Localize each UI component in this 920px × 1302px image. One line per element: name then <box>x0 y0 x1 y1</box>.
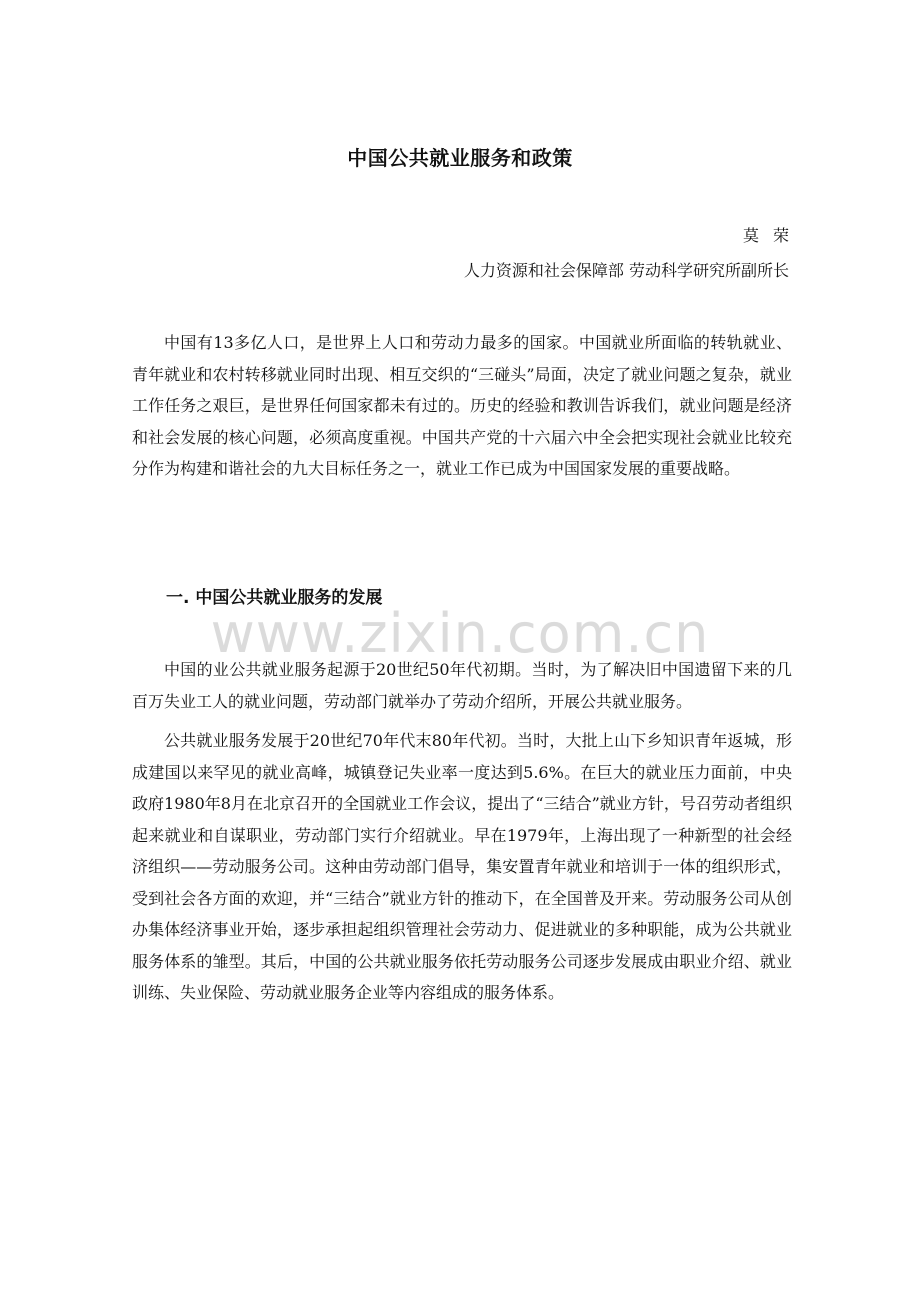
body-paragraph: 公共就业服务发展于20世纪70年代末80年代初。当时，大批上山下乡知识青年返城，形成建国以来罕见的就业高峰，城镇登记失业率一度达到5.6%。在巨大的就业压力面前，中央政府1980年8月在北京召开的全国就业工作会议，提出了“三结合”就业方针，号召劳动者组织起来就业和自谋职业，劳动部门实行介绍就业。早在1979年，上海出现了一种新型的社会经济组织——劳动服务公司。这种由劳动部门倡导，集安置青年就业和培训于一体的组织形式，受到社会各方面的欢迎，并“三结合”就业方针的推动下，在全国普及开来。劳动服务公司从创办集体经济事业开始，逐步承担起组织管理社会劳动力、促进就业的多种职能，成为公共就业服务体系的雏型。其后，中国的公共就业服务依托劳动服务公司逐步发展成由职业介绍、就业训练、失业保险、劳动就业服务企业等内容组成的服务体系。 <box>132 731 792 1002</box>
document-title: 中国公共就业服务和政策 <box>347 146 573 170</box>
section-heading: 一. 中国公共就业服务的发展 <box>166 588 383 608</box>
intro-paragraph: 中国有13多亿人口，是世界上人口和劳动力最多的国家。中国就业所面临的转轨就业、青年就业和农村转移就业同时出现、相互交织的“三碰头”局面，决定了就业问题之复杂，就业工作任务之艰巨，是世界任何国家都未有过的。历史的经验和教训告诉我们，就业问题是经济和社会发展的核心问题，必须高度重视。中国共产党的十六届六中全会把实现社会就业比较充分作为构建和谐社会的九大目标任务之一，就业工作已成为中国国家发展的重要战略。 <box>132 333 792 478</box>
body-paragraph: 中国的业公共就业服务起源于20世纪50年代初期。当时，为了解决旧中国遗留下来的几百万失业工人的就业问题，劳动部门就举办了劳动介绍所，开展公共就业服务。 <box>132 660 792 711</box>
author-affiliation: 人力资源和社会保障部 劳动科学研究所副所长 <box>463 261 789 280</box>
author-name: 莫荣 <box>742 226 803 245</box>
watermark: www.zixin.com.cn <box>210 602 710 665</box>
